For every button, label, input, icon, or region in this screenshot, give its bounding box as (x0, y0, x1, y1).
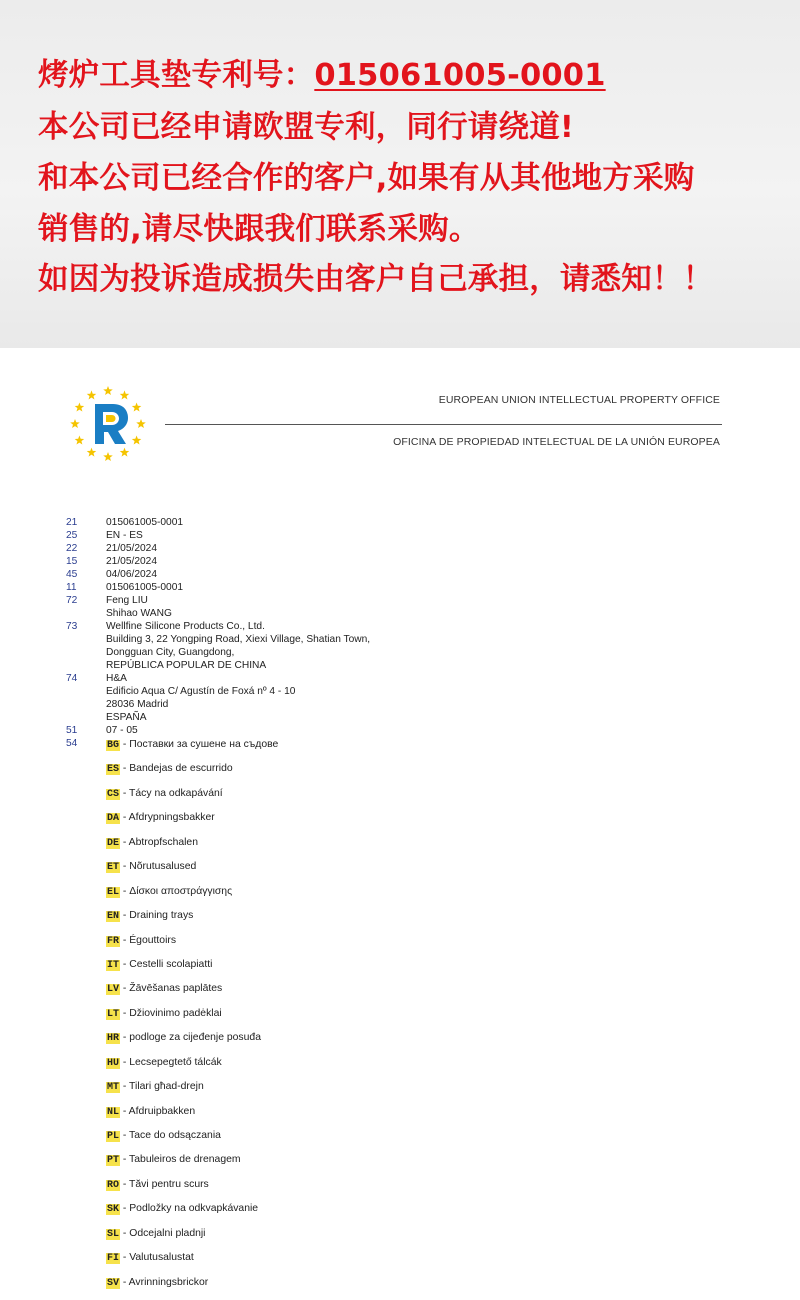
header-divider (165, 424, 722, 425)
language-code-badge: LV (107, 984, 120, 996)
language-code-badge: SK (107, 1204, 120, 1216)
language-code-badge: PT (107, 1155, 120, 1167)
notice-line-4: 销售的,请尽快跟我们联系采购。 (38, 212, 480, 247)
language-code-badge: NL (107, 1106, 120, 1118)
field-value (106, 555, 157, 568)
indication-item (106, 1276, 278, 1300)
field-code: 25 (66, 530, 78, 541)
indication-item (106, 860, 278, 884)
field-code: 73 (66, 621, 78, 632)
indication-text: - Afdrypningsbakker (120, 812, 215, 824)
logo-star (132, 436, 142, 445)
indication-text: - podloge za cijeđenje posuđa (120, 1032, 261, 1044)
logo-star (75, 436, 85, 445)
logo-star (87, 390, 97, 399)
indication-text: - Lecsepegtető tálcák (120, 1056, 222, 1068)
registration-fields (66, 516, 766, 750)
indication-item (106, 1178, 278, 1202)
field-value-line: Shihao WANG (106, 608, 172, 619)
language-code-badge: CS (107, 788, 120, 800)
language-code-badge: LT (107, 1008, 120, 1020)
field-code: 54 (66, 738, 78, 749)
logo-star (120, 448, 130, 457)
field-value-line: 015061005-0001 (106, 517, 184, 528)
indication-item (106, 885, 278, 909)
logo-star (103, 386, 113, 395)
field-code: 45 (66, 569, 78, 580)
field-row (66, 542, 766, 555)
logo-star (120, 390, 130, 399)
language-code-badge: ES (107, 764, 120, 776)
field-row (66, 529, 766, 542)
indication-text: - Δίσκοι αποστράγγισης (120, 885, 233, 897)
language-code-badge: EN (107, 911, 120, 923)
language-code-badge: FI (107, 1253, 120, 1265)
language-code-badge: RO (107, 1179, 120, 1191)
office-name-es: OFICINA DE PROPIEDAD INTELECTUAL DE LA UNIÓN EUROPEA (393, 436, 720, 448)
indication-item (106, 1031, 278, 1055)
field-value (106, 581, 183, 594)
indication-item (106, 1202, 278, 1226)
indication-text: - Cestelli scolapiatti (120, 958, 213, 970)
indication-text: - Tácy na odkapávání (120, 787, 223, 799)
indication-text: - Tăvi pentru scurs (120, 1178, 209, 1190)
indication-item (106, 787, 278, 811)
indication-item (106, 1080, 278, 1104)
notice-line-patent (38, 58, 606, 94)
field-value (106, 529, 143, 542)
field-code: 51 (66, 725, 78, 736)
indication-item (106, 934, 278, 958)
logo-star (132, 403, 142, 412)
field-value (106, 594, 172, 620)
language-code-badge: BG (107, 740, 120, 751)
indication-text: - Afdruipbakken (120, 1105, 196, 1117)
notice-banner (0, 0, 800, 348)
language-code-badge: SL (107, 1228, 120, 1240)
indication-item (106, 836, 278, 860)
language-code-badge: HU (107, 1057, 120, 1069)
field-value (106, 568, 157, 581)
field-row (66, 516, 766, 529)
field-value-line: Building 3, 22 Yongping Road, Xiexi Village, Shatian Town, (106, 634, 371, 645)
indication-text: - Žāvēšanas paplātes (120, 983, 223, 995)
indication-text: - Valutusalustat (120, 1252, 194, 1264)
logo-star (87, 448, 97, 457)
indication-item (106, 1129, 278, 1153)
field-value-line: Wellfine Silicone Products Co., Ltd. (106, 621, 265, 632)
language-code-badge: DE (107, 837, 120, 849)
patent-label: 烤炉工具垫专利号： (38, 58, 315, 93)
field-code: 74 (66, 673, 78, 684)
indication-item (106, 1105, 278, 1129)
indication-text: - Džiovinimo padėklai (120, 1007, 222, 1019)
language-code-badge: HR (107, 1033, 120, 1045)
field-value-line: Edificio Aqua C/ Agustín de Foxá nº 4 - 10 (106, 686, 296, 697)
euipo-logo-icon (68, 384, 148, 464)
language-code-badge: IT (107, 959, 120, 971)
language-code-badge: EL (107, 886, 120, 898)
field-value (106, 516, 183, 529)
indication-item (106, 982, 278, 1006)
indication-item (106, 1251, 278, 1275)
indication-text: - Égouttoirs (120, 934, 177, 946)
indication-item (106, 1153, 278, 1177)
field-value (106, 672, 295, 724)
notice-line-2: 本公司已经申请欧盟专利，同行请绕道! (38, 110, 575, 145)
field-row (66, 568, 766, 581)
language-code-badge: PL (107, 1131, 120, 1142)
indication-text: - Podložky na odkvapkávanie (120, 1203, 259, 1215)
field-value-line: 28036 Madrid (106, 699, 169, 710)
field-row (66, 594, 766, 620)
notice-line-3: 和本公司已经合作的客户,如果有从其他地方采购 (38, 161, 695, 196)
field-code: 11 (66, 582, 77, 593)
field-value (106, 542, 157, 555)
field-value-line: 21/05/2024 (106, 556, 157, 567)
language-code-badge: ET (107, 862, 120, 874)
logo-star (136, 419, 146, 428)
field-code: 72 (66, 595, 78, 606)
field-value-line: 04/06/2024 (106, 569, 157, 580)
indication-text: - Tilari għad-drejn (120, 1081, 204, 1093)
field-value-line: 21/05/2024 (106, 543, 157, 554)
indication-item (106, 1227, 278, 1251)
patent-number: 015061005-0001 (314, 58, 606, 93)
indication-text: - Bandejas de escurrido (120, 763, 233, 775)
field-row (66, 581, 766, 594)
product-indication-list (106, 738, 278, 1300)
office-name-en: EUROPEAN UNION INTELLECTUAL PROPERTY OFFICE (438, 394, 720, 406)
logo-star (70, 419, 80, 428)
language-code-badge: SV (107, 1277, 120, 1289)
field-value-line: 015061005-0001 (106, 582, 184, 593)
indication-text: - Odcejalni pladnji (120, 1227, 206, 1239)
field-row (66, 555, 766, 568)
indication-item (106, 1056, 278, 1080)
language-code-badge: DA (107, 813, 120, 825)
field-value-line: H&A (106, 673, 127, 684)
field-code: 21 (66, 517, 78, 528)
field-value-line: Dongguan City, Guangdong, (106, 647, 235, 658)
indication-item (106, 762, 278, 786)
language-code-badge: MT (107, 1082, 120, 1094)
indication-item (106, 909, 278, 933)
field-code: 15 (66, 556, 78, 567)
field-value (106, 620, 370, 672)
indication-text: - Abtropfschalen (120, 836, 198, 848)
field-code: 22 (66, 543, 78, 554)
field-value-line: 07 - 05 (106, 725, 138, 736)
field-row (66, 672, 766, 724)
indication-text: - Tace do odsączania (120, 1130, 221, 1141)
indication-text: - Avrinningsbrickor (120, 1276, 209, 1288)
field-value-line: EN - ES (106, 530, 143, 541)
field-value-line: ESPAÑA (106, 712, 147, 723)
field-value-line: Feng LIU (106, 595, 148, 606)
field-value (106, 724, 138, 737)
indication-text: - Tabuleiros de drenagem (120, 1154, 241, 1166)
logo-star (75, 403, 85, 412)
notice-line-5: 如因为投诉造成损失由客户自己承担，请悉知！！ (38, 262, 714, 297)
indication-text: - Поставки за сушене на съдове (120, 739, 279, 750)
field-value-line: REPÚBLICA POPULAR DE CHINA (106, 660, 267, 671)
indication-text: - Nõrutusalused (120, 861, 197, 873)
language-code-badge: FR (107, 935, 120, 947)
indication-item (106, 958, 278, 982)
indication-item (106, 1007, 278, 1031)
euipo-certificate (0, 348, 800, 1300)
indication-item (106, 738, 278, 762)
indication-text: - Draining trays (120, 910, 194, 922)
field-row (66, 724, 766, 737)
field-row (66, 620, 766, 672)
indication-item (106, 811, 278, 835)
logo-star (103, 452, 113, 461)
